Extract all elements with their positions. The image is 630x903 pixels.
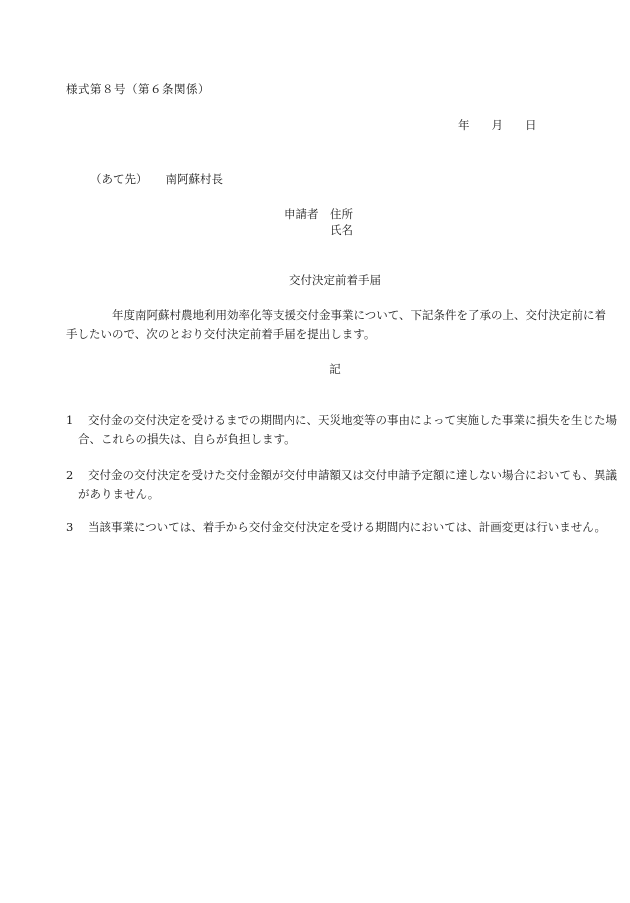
- addressee-name: 南阿蘇村長: [165, 172, 223, 186]
- applicant-label: 申請者: [284, 207, 319, 221]
- document-title: 交付決定前着手届: [289, 273, 381, 287]
- applicant-address-label: 住所: [330, 207, 353, 221]
- form-number: 様式第８号（第６条関係）: [66, 82, 210, 96]
- addressee: [90, 171, 223, 187]
- item-text: 交付金の交付決定を受けた交付金額が交付申請額又は交付申請予定額に達しない場合においても、異議がありません。: [78, 468, 617, 501]
- day-label: 日: [525, 118, 537, 132]
- year-label: 年: [458, 118, 470, 132]
- condition-item: [66, 411, 626, 449]
- item-number: 2: [66, 468, 74, 482]
- body-paragraph: 年度南阿蘇村農地利用効率化等支援交付金事業について、下記条件を了承の上、交付決定前に着手したいので、次のとおり交付決定前着手届を提出します。: [66, 308, 607, 341]
- addressee-prefix: （あて先）: [90, 172, 148, 186]
- date-line: [458, 117, 537, 133]
- month-label: 月: [491, 118, 503, 132]
- ki-heading: 記: [329, 362, 341, 376]
- item-text: 当該事業については、着手から交付金交付決定を受ける期間内においては、計画変更は行いません。: [88, 520, 606, 534]
- condition-item: [66, 518, 626, 537]
- applicant-name-label: 氏名: [330, 223, 353, 237]
- item-number: 3: [66, 520, 74, 534]
- item-number: 1: [66, 413, 74, 427]
- item-text: 交付金の交付決定を受けるまでの期間内に、天災地変等の事由によって実施した事業に損失を生じた場合、これらの損失は、自らが負担します。: [78, 413, 617, 446]
- condition-item: [66, 466, 626, 504]
